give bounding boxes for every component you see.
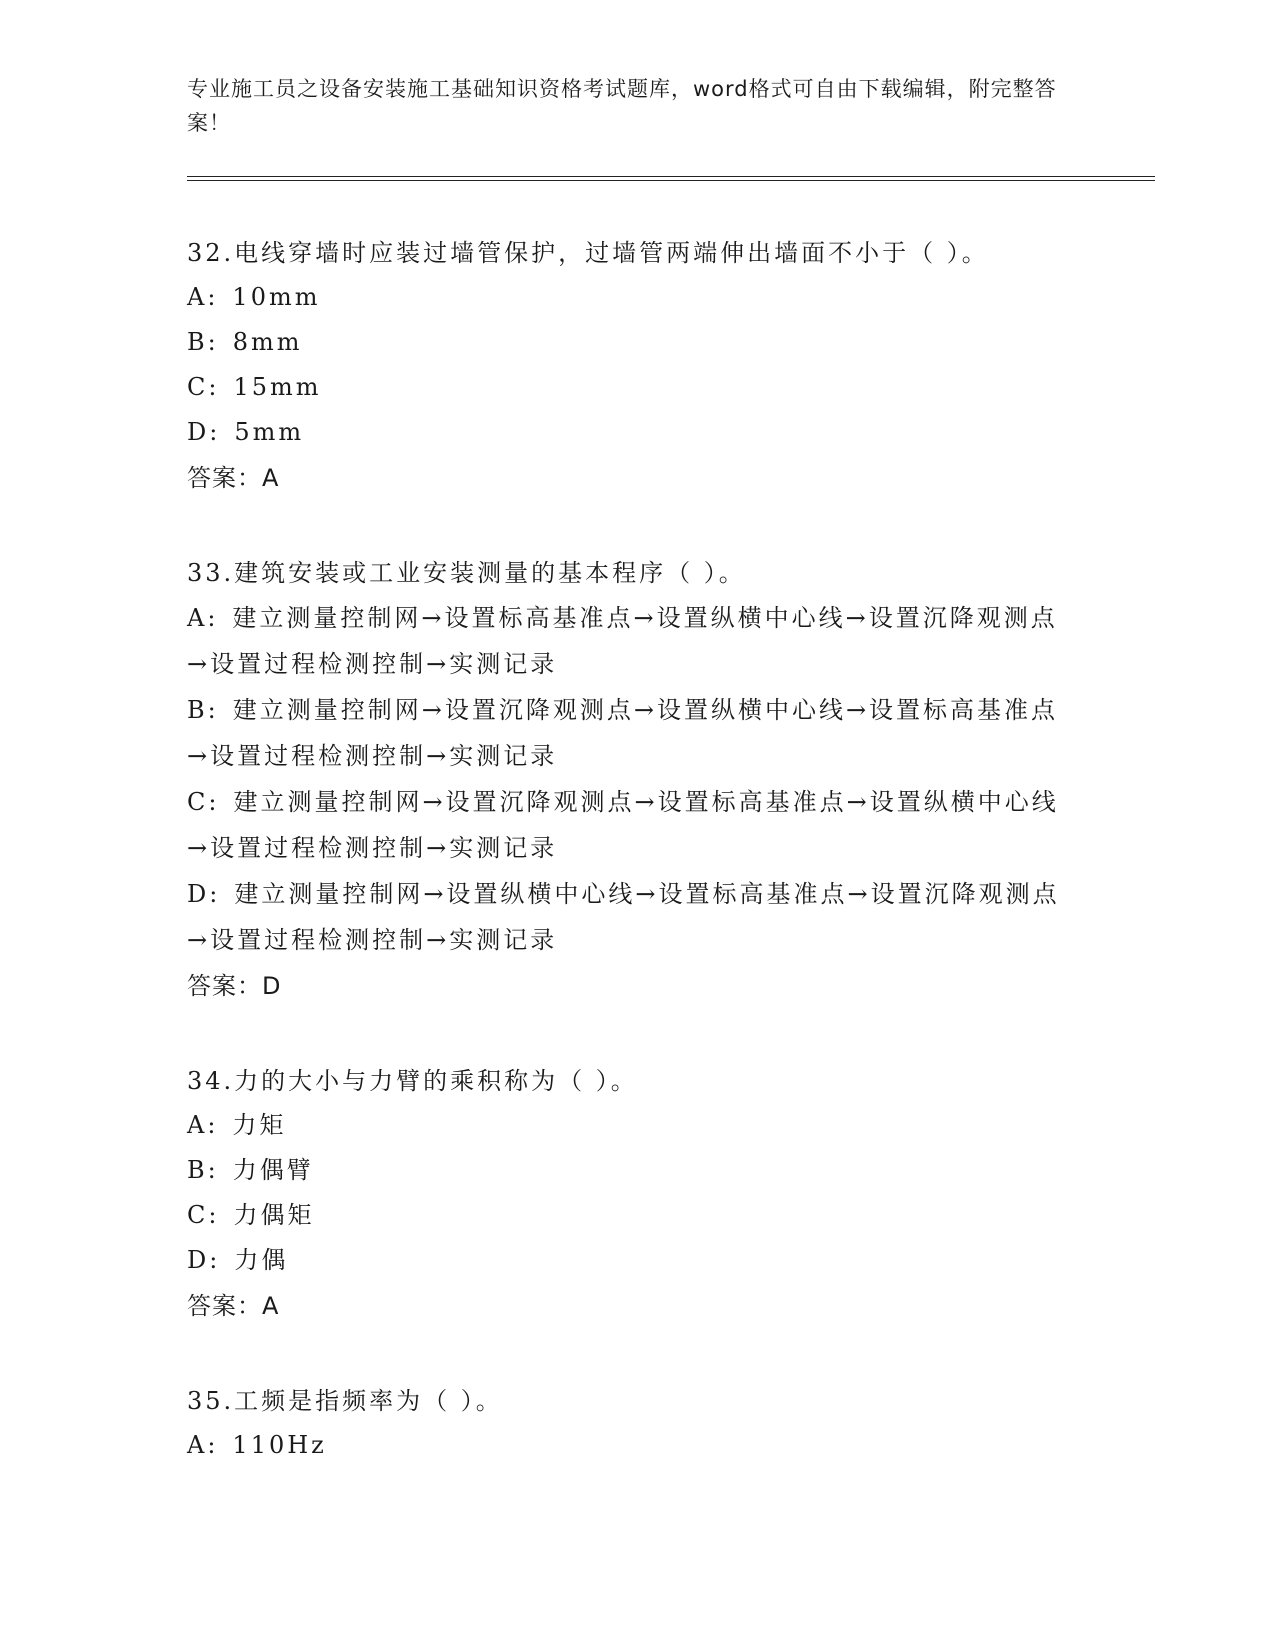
header-double-rule [187,176,1155,181]
option-label: A: [187,604,219,632]
option-b [187,320,1077,365]
option-b [187,687,1077,779]
option-d [187,1238,1077,1283]
option-c [187,365,1077,410]
option-text: 5mm [234,418,305,446]
option-text: 建立测量控制网→设置纵横中心线→设置标高基准点→设置沉降观测点→设置过程检测控制→实测记录 [187,880,1060,954]
option-label: D: [187,1246,221,1274]
option-d [187,871,1077,963]
option-a [187,1103,1077,1148]
answer-line: 答案：D [187,972,282,1000]
option-label: A: [187,1111,219,1139]
option-text: 力偶 [234,1246,289,1274]
question-33 [187,551,1155,1009]
option-label: C: [187,1201,220,1229]
answer-line: 答案：A [187,464,280,492]
option-text: 力偶矩 [233,1201,315,1229]
option-label: B: [187,1156,219,1184]
option-label: B: [187,328,219,356]
option-label: D: [187,418,221,446]
option-label: C: [187,373,220,401]
option-a [187,595,1077,687]
answer-line: 答案：A [187,1292,280,1320]
document-page [187,72,1155,1468]
option-a [187,1423,1077,1468]
option-text: 力偶臂 [232,1156,314,1184]
question-stem: 34.力的大小与力臂的乘积称为（ ）。 [187,1067,638,1095]
option-label: A: [187,1431,219,1459]
option-text: 建立测量控制网→设置沉降观测点→设置纵横中心线→设置标高基准点→设置过程检测控制→实测记录 [187,696,1059,770]
option-text: 110Hz [232,1431,327,1459]
option-b [187,1148,1077,1193]
option-a [187,275,1077,320]
option-label: A: [187,283,219,311]
question-32 [187,231,1155,501]
document-header: 专业施工员之设备安装施工基础知识资格考试题库，word格式可自由下载编辑，附完整答案！ [187,77,1057,135]
option-label: B: [187,696,219,724]
question-stem: 33.建筑安装或工业安装测量的基本程序（ ）。 [187,559,746,587]
option-text: 15mm [233,373,322,401]
option-text: 建立测量控制网→设置标高基准点→设置纵横中心线→设置沉降观测点→设置过程检测控制→实测记录 [187,604,1058,678]
question-stem: 35.工频是指频率为（ ）。 [187,1387,503,1415]
option-text: 8mm [232,328,303,356]
option-c [187,779,1077,871]
question-stem: 32.电线穿墙时应装过墙管保护，过墙管两端伸出墙面不小于（ ）。 [187,239,989,267]
option-text: 建立测量控制网→设置沉降观测点→设置标高基准点→设置纵横中心线→设置过程检测控制→实测记录 [187,788,1059,862]
option-label: D: [187,880,221,908]
option-text: 力矩 [232,1111,287,1139]
question-34 [187,1059,1155,1329]
option-c [187,1193,1077,1238]
option-text: 10mm [232,283,321,311]
option-label: C: [187,788,220,816]
question-35 [187,1379,1155,1468]
option-d [187,410,1077,455]
